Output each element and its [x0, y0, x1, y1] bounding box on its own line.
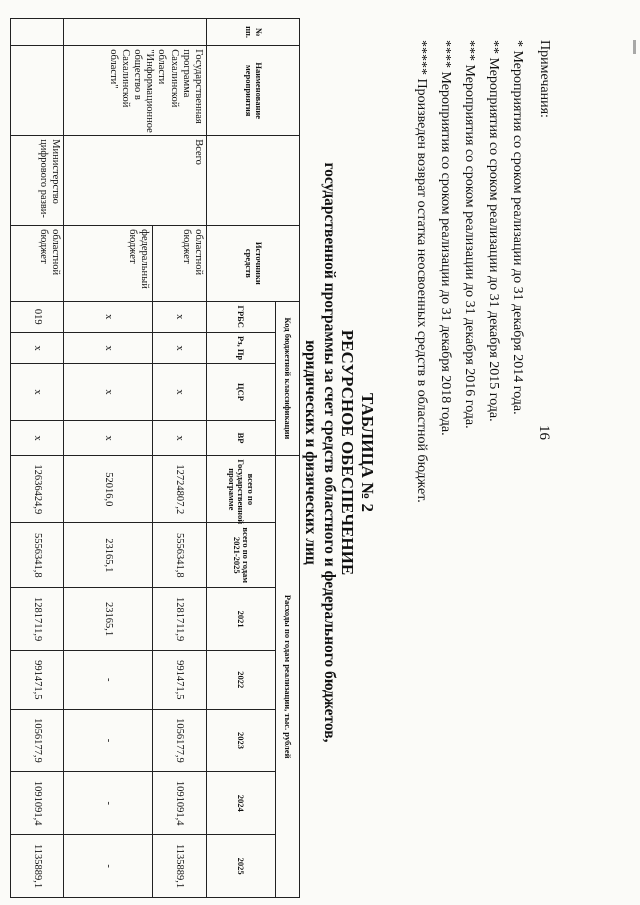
y2024-cell: 1091091,4 [153, 772, 206, 835]
header-blank [206, 136, 299, 226]
csr-cell: x [11, 364, 64, 421]
notes-title: Примечания: [537, 40, 552, 118]
header-sources: Источники средств [206, 226, 299, 301]
row-total-label: Всего [64, 136, 206, 226]
y2025-cell: 1135889,1 [153, 835, 206, 898]
y2021-cell: 1281711,9 [11, 588, 64, 651]
y2022-cell: - [64, 650, 153, 709]
ministry-label: Министерство цифрового разви- [11, 136, 64, 226]
table-subtitle-cont: юридических и физических лиц [302, 340, 319, 565]
y2022-cell: 991471,5 [153, 650, 206, 709]
vr-cell: x [153, 420, 206, 456]
grbs-cell: x [153, 301, 206, 332]
total-years-cell: 5556341,8 [11, 523, 64, 588]
total-program-cell: 52016,0 [64, 456, 153, 523]
y2024-cell: 1091091,4 [11, 772, 64, 835]
note-item: * Мероприятия со сроком реализации до 31 декабря 2014 года. [510, 40, 525, 415]
header-rzpr: Рз, Пр [206, 332, 275, 363]
y2021-cell: 1281711,9 [153, 588, 206, 651]
total-program-cell: 12724807,2 [153, 456, 206, 523]
vr-cell: x [64, 420, 153, 456]
table-subtitle: государственной программы за счет средств областного и федерального бюджетов, [321, 162, 338, 743]
header-total-years: всего по годам 2021-2025 [206, 523, 275, 588]
y2023-cell: 1056177,9 [153, 709, 206, 772]
header-2022: 2022 [206, 650, 275, 709]
grbs-cell: 019 [11, 301, 64, 332]
source-cell: федеральный бюджет [64, 226, 153, 301]
table-title: РЕСУРСНОЕ ОБЕСПЕЧЕНИЕ [338, 329, 357, 576]
y2022-cell: 991471,5 [11, 650, 64, 709]
header-expenses: Расходы по годам реализации, тыс. рублей [275, 456, 299, 898]
row-name [11, 46, 64, 136]
header-num: № пп. [206, 19, 299, 46]
rzpr-cell: x [64, 332, 153, 363]
total-years-cell: 23165,1 [64, 523, 153, 588]
header-csr: ЦСР [206, 364, 275, 421]
row-num [11, 19, 64, 46]
csr-cell: x [153, 364, 206, 421]
rzpr-cell: x [11, 332, 64, 363]
header-budget-code: Код бюджетной классификации [275, 301, 299, 456]
vr-cell: x [11, 420, 64, 456]
rzpr-cell: x [153, 332, 206, 363]
note-item: *** Мероприятия со сроком реализации до 31 декабря 2016 года. [462, 40, 477, 429]
y2021-cell: 23165,1 [64, 588, 153, 651]
total-program-cell: 12636424,9 [11, 456, 64, 523]
y2025-cell: 1135889,1 [11, 835, 64, 898]
header-name: Наименование мероприятия [206, 46, 299, 136]
page-number: 16 [536, 425, 552, 440]
csr-cell: x [64, 364, 153, 421]
header-total-program: всего по Государственной программе [206, 456, 275, 523]
header-2025: 2025 [206, 835, 275, 898]
total-years-cell: 5556341,8 [153, 523, 206, 588]
source-cell: областной бюджет [153, 226, 206, 301]
y2023-cell: - [64, 709, 153, 772]
note-item: ***** Произведен возврат остатка неосвоенных средств в областной бюджет. [414, 40, 429, 503]
program-name: Государственная программа Сахалинской области "Информационное общество в Сахалинской области" [64, 46, 206, 136]
source-cell: областной бюджет [11, 226, 64, 301]
y2023-cell: 1056177,9 [11, 709, 64, 772]
grbs-cell: x [64, 301, 153, 332]
header-2024: 2024 [206, 772, 275, 835]
header-vr: ВР [206, 420, 275, 456]
note-item: **** Мероприятия со сроком реализации до 31 декабря 2018 года. [438, 40, 453, 436]
header-grbs: ГРБС [206, 301, 275, 332]
y2025-cell: - [64, 835, 153, 898]
resource-table [10, 18, 300, 898]
header-2021: 2021 [206, 588, 275, 651]
y2024-cell: - [64, 772, 153, 835]
note-item: ** Мероприятия со сроком реализации до 31 декабря 2015 года. [486, 40, 501, 422]
row-num [64, 19, 206, 46]
table-number-title: ТАБЛИЦА № 2 [358, 392, 377, 513]
header-2023: 2023 [206, 709, 275, 772]
